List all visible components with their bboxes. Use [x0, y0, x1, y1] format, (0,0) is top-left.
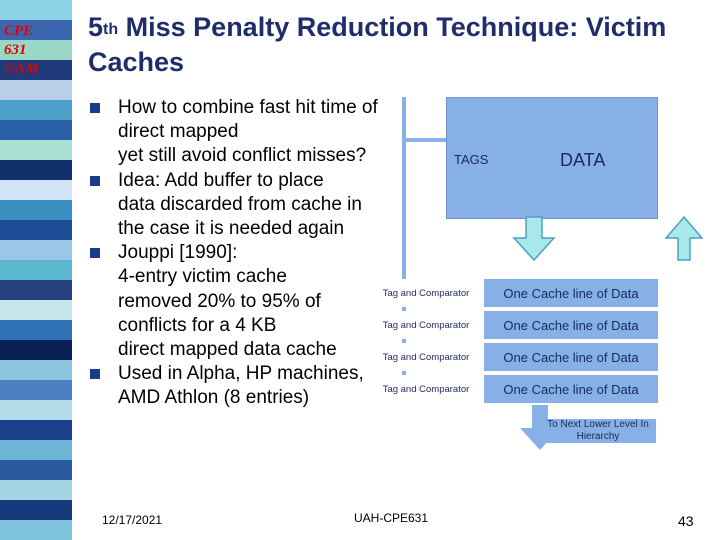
- victim-cache-line: One Cache line of Data: [484, 311, 658, 339]
- victim-cache-line: One Cache line of Data: [484, 343, 658, 371]
- up-arrow-icon: [666, 217, 702, 260]
- bullet-item: How to combine fast hit time of direct mapped yet still avoid conflict misses?: [90, 96, 410, 169]
- course-line: CPE: [4, 23, 34, 39]
- victim-tag-comparator: Tag and Comparator: [370, 343, 482, 371]
- next-level-label: To Next Lower Level In Hierarchy: [540, 419, 656, 443]
- bullet-item: Idea: Add buffer to place data discarded from cache in the case it is needed again: [90, 169, 410, 242]
- footer-course: UAH-CPE631: [354, 511, 429, 525]
- bullet-item: Jouppi [1990]: 4-entry victim cache removed 20% to 95% of conflicts for a 4 KB direct mapped data cache: [90, 241, 410, 362]
- footer-date: 12/17/2021: [102, 513, 163, 527]
- slide-title: 5th Miss Penalty Reduction Technique: Victim Caches: [88, 12, 667, 77]
- data-label: DATA: [560, 150, 606, 170]
- victim-cache-line: One Cache line of Data: [484, 375, 658, 403]
- victim-tag-comparator: Tag and Comparator: [370, 279, 482, 307]
- course-line: 631: [4, 42, 27, 58]
- victim-tag-comparator: Tag and Comparator: [370, 311, 482, 339]
- victim-tag-comparator: Tag and Comparator: [370, 375, 482, 403]
- page-number: 43: [678, 513, 694, 529]
- bullet-item: Used in Alpha, HP machines, AMD Athlon (8 entries): [90, 362, 410, 410]
- course-line: ©AM: [4, 61, 39, 77]
- down-arrow-icon: [514, 217, 554, 260]
- victim-cache-line: One Cache line of Data: [484, 279, 658, 307]
- tags-label: TAGS: [454, 152, 489, 167]
